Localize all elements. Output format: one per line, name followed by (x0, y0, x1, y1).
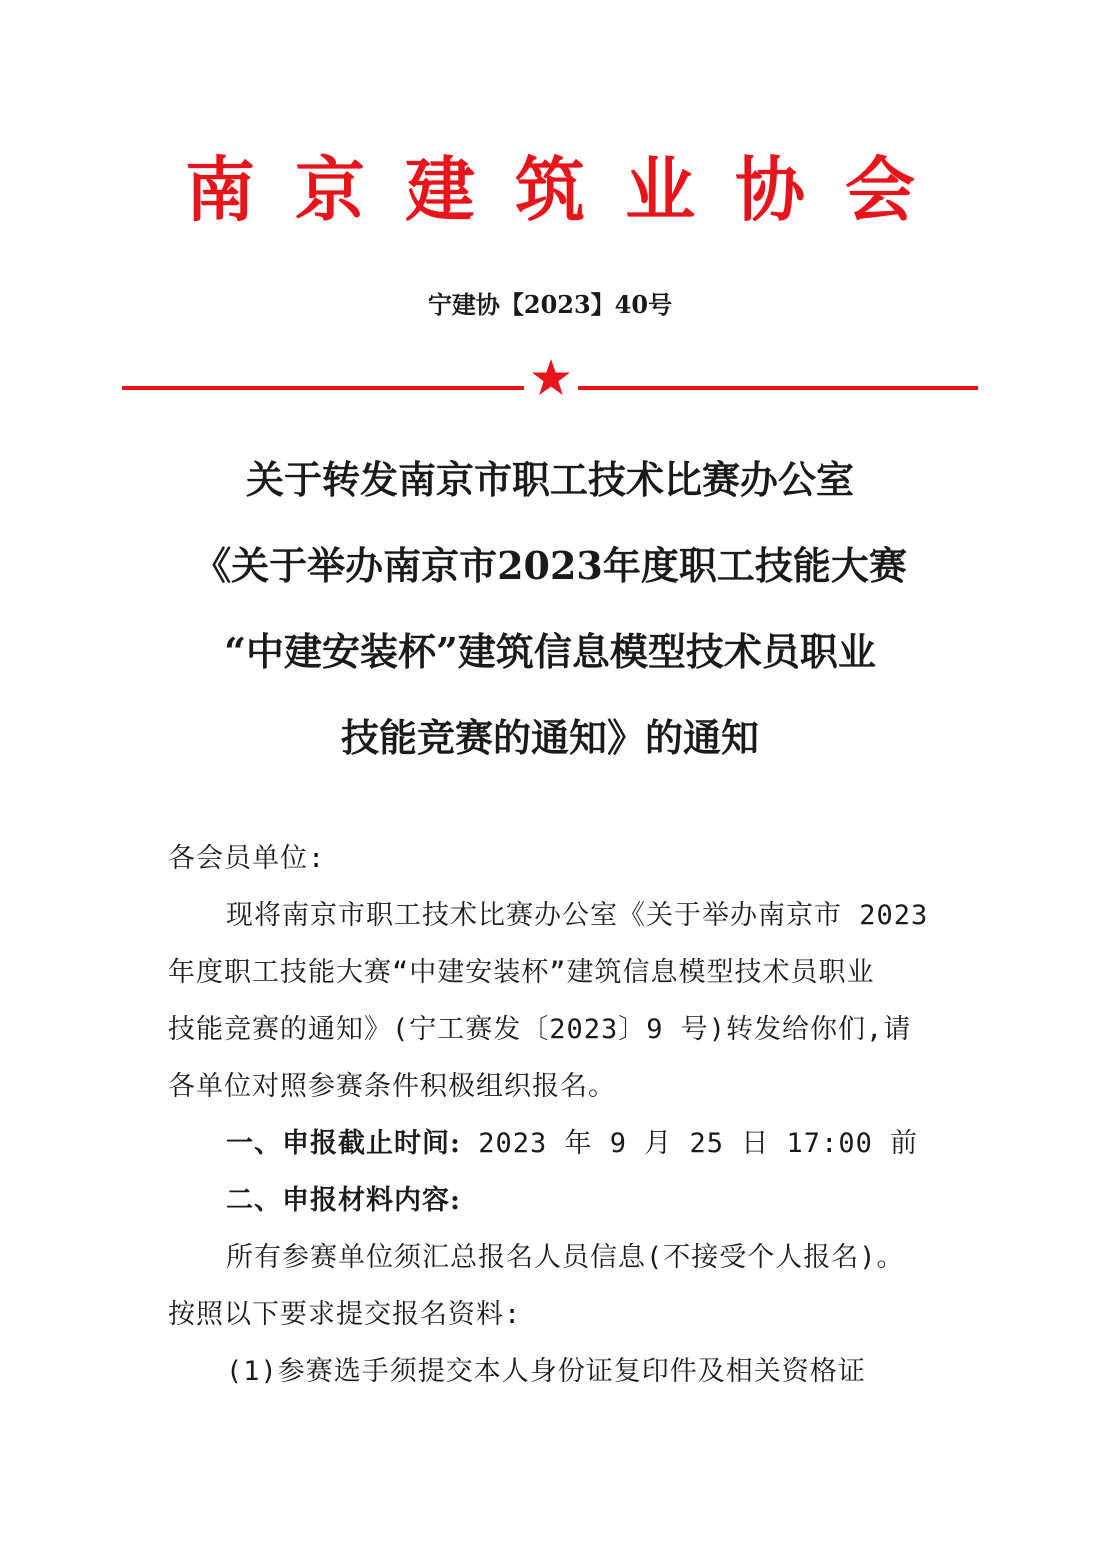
title-line: 关于转发南京市职工技术比赛办公室 (245, 457, 854, 502)
title-line: 《关于举办南京市2023年度职工技能大赛 (193, 543, 907, 588)
body-line: 各单位对照参赛条件积极组织报名。 (168, 1071, 616, 1102)
divider-line-right (578, 386, 978, 390)
title-line: 技能竞赛的通知》的通知 (340, 715, 759, 760)
body-line: 技能竞赛的通知》(宁工赛发〔2023〕9 号)转发给你们,请 (168, 1014, 912, 1045)
body-line: 所有参赛单位须汇总报名人员信息(不接受个人报名)。 (226, 1242, 905, 1273)
section-deadline (168, 1115, 938, 1172)
divider-line-left (122, 386, 524, 390)
body-line: 按照以下要求提交报名资料: (168, 1299, 522, 1330)
red-divider (122, 358, 978, 398)
section-materials (168, 1172, 938, 1229)
section-deadline-value: 2023 年 9 月 25 日 17:00 前 (478, 1128, 919, 1159)
title-line: “中建安装杯”建筑信息模型技术员职业 (224, 629, 876, 674)
star-icon (531, 358, 571, 398)
section-materials-label: 二、申报材料内容: (226, 1185, 461, 1216)
document-number: 宁建协【2023】40号 (427, 290, 673, 319)
body-line: 现将南京市职工技术比赛办公室《关于举办南京市 2023 (226, 900, 929, 931)
body-line: (1)参赛选手须提交本人身份证复印件及相关资格证 (226, 1356, 866, 1387)
salutation: 各会员单位: (168, 843, 326, 874)
body-line: 年度职工技能大赛“中建安装杯”建筑信息模型技术员职业 (168, 957, 875, 988)
section-deadline-label: 一、申报截止时间: (226, 1128, 461, 1159)
organization-header: 南京建筑业协会 (185, 148, 955, 231)
document-title (0, 437, 1100, 781)
document-body (168, 830, 938, 1400)
